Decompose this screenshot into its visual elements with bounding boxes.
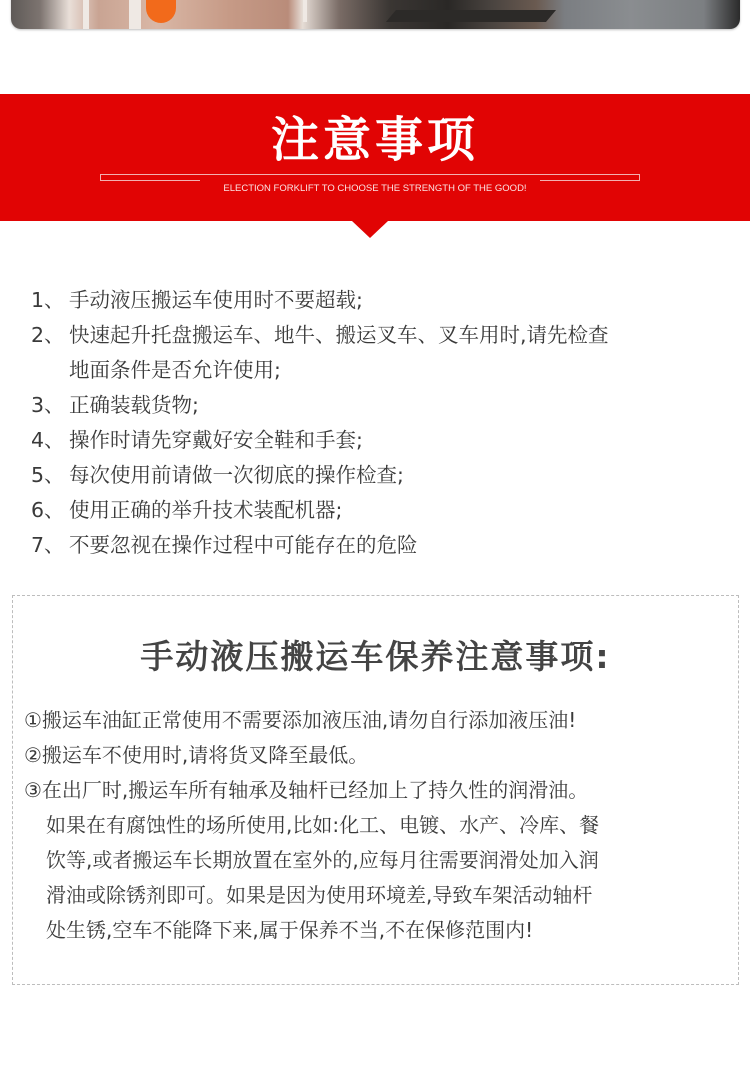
maintenance-line: 如果在有腐蚀性的场所使用,比如:化工、电镀、水产、冷库、餐: [46, 813, 600, 837]
maintenance-line: ③在出厂时,搬运车所有轴承及轴杆已经加上了持久性的润滑油。: [24, 778, 589, 802]
notice-text: 不要忽视在操作过程中可能存在的危险: [69, 533, 418, 557]
notice-text: 快速起升托盘搬运车、地牛、搬运叉车、叉车用时,请先检查: [69, 323, 609, 347]
photo-frame-post: [129, 0, 141, 29]
maintenance-title: 手动液压搬运车保养注意事项:: [140, 637, 611, 676]
maintenance-line: 处生锈,空车不能降下来,属于保养不当,不在保修范围内!: [46, 918, 534, 942]
product-photo: [11, 0, 740, 29]
notice-text: 手动液压搬运车使用时不要超载;: [69, 288, 363, 312]
notice-item: [31, 318, 731, 388]
maintenance-line: 滑油或除锈剂即可。如果是因为使用环境差,导致车架活动轴杆: [46, 883, 593, 907]
banner-divider-left: [100, 180, 200, 181]
notice-item: [31, 423, 731, 458]
notice-number: 3、: [31, 393, 65, 417]
photo-frame-post: [303, 0, 307, 22]
notice-banner: [0, 94, 750, 221]
notice-text: 操作时请先穿戴好安全鞋和手套;: [69, 428, 363, 452]
banner-divider-right: [540, 180, 640, 181]
notice-text: 使用正确的举升技术装配机器;: [69, 498, 343, 522]
notice-number: 1、: [31, 288, 65, 312]
notice-number: 2、: [31, 323, 65, 347]
notice-item: [31, 493, 731, 528]
notice-text: 每次使用前请做一次彻底的操作检查;: [69, 463, 404, 487]
maintenance-line: 饮等,或者搬运车长期放置在室外的,应每月往需要润滑处加入润: [46, 848, 599, 872]
maintenance-box: [12, 595, 739, 985]
banner-pointer-triangle: [352, 221, 388, 238]
notice-item: [31, 528, 731, 563]
notice-number: 6、: [31, 498, 65, 522]
photo-frame-post: [83, 0, 89, 29]
notice-text-continuation: 地面条件是否允许使用;: [69, 358, 281, 382]
notice-item: [31, 458, 731, 493]
notice-list: [31, 283, 731, 563]
notice-item: [31, 283, 731, 318]
banner-subtitle: ELECTION FORKLIFT TO CHOOSE THE STRENGTH OF THE GOOD!: [223, 183, 527, 194]
maintenance-text: [24, 703, 729, 948]
notice-text: 正确装载货物;: [69, 393, 199, 417]
photo-dark-rail: [386, 10, 556, 22]
notice-number: 5、: [31, 463, 65, 487]
maintenance-line: ②搬运车不使用时,请将货叉降至最低。: [24, 743, 369, 767]
notice-number: 4、: [31, 428, 65, 452]
notice-number: 7、: [31, 533, 65, 557]
photo-orange-handle: [146, 0, 176, 23]
notice-item: [31, 388, 731, 423]
maintenance-line: ①搬运车油缸正常使用不需要添加液压油,请勿自行添加液压油!: [24, 708, 577, 732]
banner-title: 注意事项: [270, 112, 479, 168]
